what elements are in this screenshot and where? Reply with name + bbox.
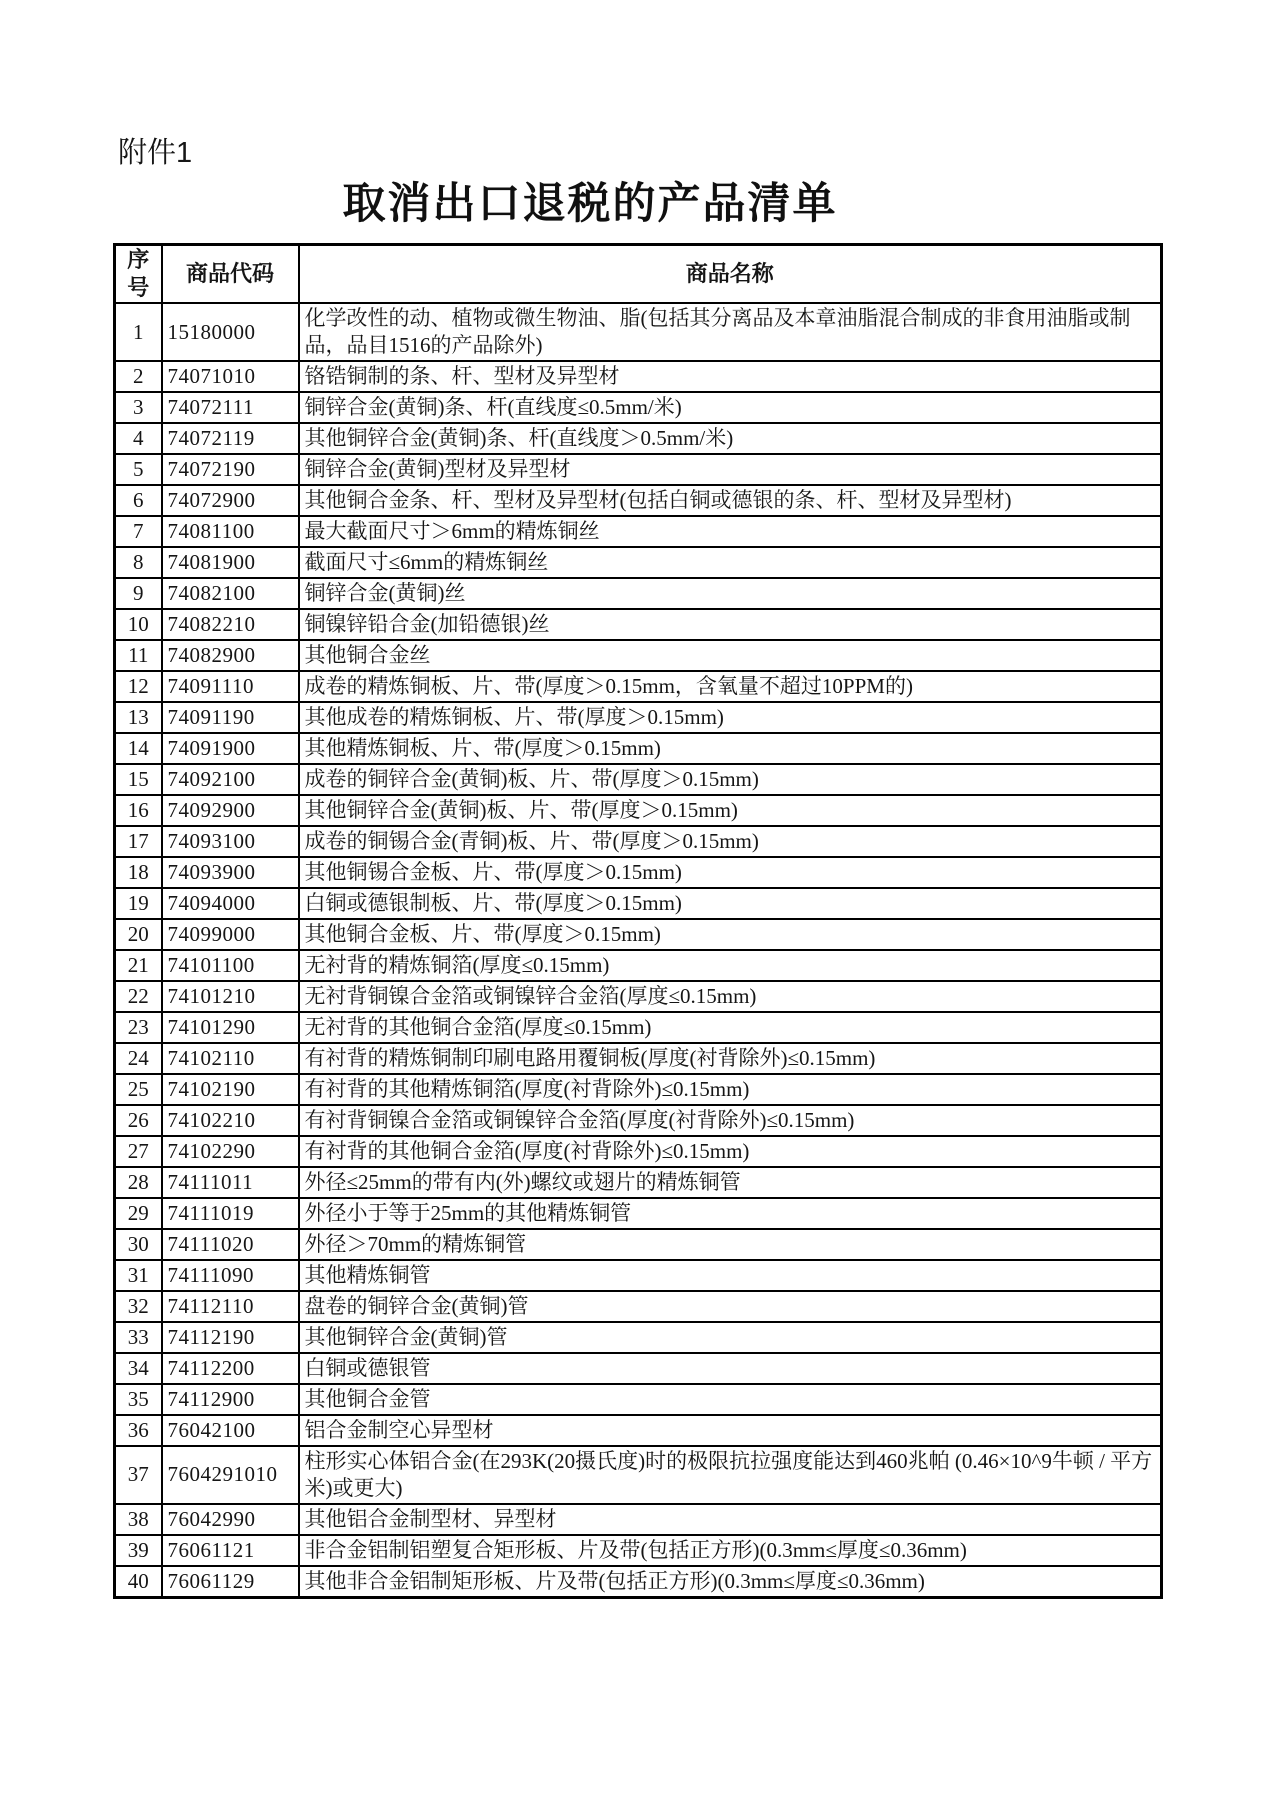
table-row	[115, 1446, 1162, 1504]
product-code-cell: 76061121	[162, 1535, 299, 1566]
product-code-cell: 74099000	[162, 919, 299, 950]
table-row	[115, 1167, 1162, 1198]
row-number-cell: 32	[115, 1291, 162, 1322]
row-number-cell: 19	[115, 888, 162, 919]
product-name-cell: 其他非合金铝制矩形板、片及带(包括正方形)(0.3mm≤厚度≤0.36mm)	[299, 1566, 1162, 1598]
product-code-cell: 74102190	[162, 1074, 299, 1105]
product-name-cell: 非合金铝制铝塑复合矩形板、片及带(包括正方形)(0.3mm≤厚度≤0.36mm)	[299, 1535, 1162, 1566]
table-row	[115, 392, 1162, 423]
product-name-cell: 有衬背的其他精炼铜箔(厚度(衬背除外)≤0.15mm)	[299, 1074, 1162, 1105]
table-row	[115, 1260, 1162, 1291]
product-table-body	[115, 303, 1162, 1597]
table-header-row	[115, 244, 1162, 303]
table-row	[115, 733, 1162, 764]
product-code-cell: 74093900	[162, 857, 299, 888]
product-name-cell: 无衬背铜镍合金箔或铜镍锌合金箔(厚度≤0.15mm)	[299, 981, 1162, 1012]
table-row	[115, 702, 1162, 733]
product-code-cell: 74094000	[162, 888, 299, 919]
product-name-cell: 白铜或德银制板、片、带(厚度＞0.15mm)	[299, 888, 1162, 919]
product-name-cell: 化学改性的动、植物或微生物油、脂(包括其分离品及本章油脂混合制成的非食用油脂或制品，品目1516的产品除外)	[299, 303, 1162, 361]
header-name: 商品名称	[299, 244, 1162, 303]
table-row	[115, 950, 1162, 981]
product-code-cell: 74111011	[162, 1167, 299, 1198]
row-number-cell: 17	[115, 826, 162, 857]
row-number-cell: 23	[115, 1012, 162, 1043]
product-code-cell: 74091110	[162, 671, 299, 702]
product-code-cell: 74072119	[162, 423, 299, 454]
table-row	[115, 640, 1162, 671]
product-name-cell: 有衬背的其他铜合金箔(厚度(衬背除外)≤0.15mm)	[299, 1136, 1162, 1167]
table-row	[115, 1074, 1162, 1105]
product-code-cell: 7604291010	[162, 1446, 299, 1504]
row-number-cell: 1	[115, 303, 162, 361]
product-name-cell: 铜锌合金(黄铜)条、杆(直线度≤0.5mm/米)	[299, 392, 1162, 423]
product-code-cell: 74091900	[162, 733, 299, 764]
row-number-cell: 39	[115, 1535, 162, 1566]
row-number-cell: 16	[115, 795, 162, 826]
table-row	[115, 547, 1162, 578]
row-number-cell: 11	[115, 640, 162, 671]
row-number-cell: 25	[115, 1074, 162, 1105]
table-row	[115, 1353, 1162, 1384]
product-code-cell: 74092100	[162, 764, 299, 795]
row-number-cell: 22	[115, 981, 162, 1012]
product-name-cell: 其他铜锌合金(黄铜)管	[299, 1322, 1162, 1353]
product-name-cell: 其他铜合金管	[299, 1384, 1162, 1415]
product-code-cell: 74112110	[162, 1291, 299, 1322]
product-code-cell: 74081100	[162, 516, 299, 547]
row-number-cell: 27	[115, 1136, 162, 1167]
product-code-cell: 76061129	[162, 1566, 299, 1598]
row-number-cell: 3	[115, 392, 162, 423]
row-number-cell: 38	[115, 1504, 162, 1535]
product-name-cell: 铬锆铜制的条、杆、型材及异型材	[299, 361, 1162, 392]
product-code-cell: 74081900	[162, 547, 299, 578]
product-code-cell: 74111019	[162, 1198, 299, 1229]
row-number-cell: 6	[115, 485, 162, 516]
page-title: 取消出口退税的产品清单	[342, 180, 838, 228]
product-code-cell: 74092900	[162, 795, 299, 826]
table-row	[115, 888, 1162, 919]
table-row	[115, 826, 1162, 857]
product-name-cell: 其他成卷的精炼铜板、片、带(厚度＞0.15mm)	[299, 702, 1162, 733]
row-number-cell: 13	[115, 702, 162, 733]
row-number-cell: 14	[115, 733, 162, 764]
row-number-cell: 30	[115, 1229, 162, 1260]
product-name-cell: 铜镍锌铅合金(加铅德银)丝	[299, 609, 1162, 640]
product-code-cell: 74112900	[162, 1384, 299, 1415]
product-code-cell: 74091190	[162, 702, 299, 733]
row-number-cell: 20	[115, 919, 162, 950]
product-name-cell: 其他铜锌合金(黄铜)条、杆(直线度＞0.5mm/米)	[299, 423, 1162, 454]
row-number-cell: 24	[115, 1043, 162, 1074]
product-name-cell: 有衬背的精炼铜制印刷电路用覆铜板(厚度(衬背除外)≤0.15mm)	[299, 1043, 1162, 1074]
row-number-cell: 28	[115, 1167, 162, 1198]
product-name-cell: 铜锌合金(黄铜)型材及异型材	[299, 454, 1162, 485]
row-number-cell: 21	[115, 950, 162, 981]
product-name-cell: 其他铜合金条、杆、型材及异型材(包括白铜或德银的条、杆、型材及异型材)	[299, 485, 1162, 516]
row-number-cell: 37	[115, 1446, 162, 1504]
table-row	[115, 485, 1162, 516]
row-number-cell: 34	[115, 1353, 162, 1384]
row-number-cell: 15	[115, 764, 162, 795]
product-name-cell: 其他铜锡合金板、片、带(厚度＞0.15mm)	[299, 857, 1162, 888]
row-number-cell: 5	[115, 454, 162, 485]
product-code-cell: 76042990	[162, 1504, 299, 1535]
table-row	[115, 1415, 1162, 1446]
product-name-cell: 外径＞70mm的精炼铜管	[299, 1229, 1162, 1260]
product-code-cell: 74112200	[162, 1353, 299, 1384]
product-code-cell: 74072111	[162, 392, 299, 423]
attachment-label: 附件1	[118, 137, 193, 169]
row-number-cell: 36	[115, 1415, 162, 1446]
product-name-cell: 成卷的铜锌合金(黄铜)板、片、带(厚度＞0.15mm)	[299, 764, 1162, 795]
product-name-cell: 其他精炼铜板、片、带(厚度＞0.15mm)	[299, 733, 1162, 764]
row-number-cell: 8	[115, 547, 162, 578]
table-row	[115, 454, 1162, 485]
product-code-cell: 74082210	[162, 609, 299, 640]
row-number-cell: 33	[115, 1322, 162, 1353]
product-name-cell: 有衬背铜镍合金箔或铜镍锌合金箔(厚度(衬背除外)≤0.15mm)	[299, 1105, 1162, 1136]
product-name-cell: 截面尺寸≤6mm的精炼铜丝	[299, 547, 1162, 578]
table-row	[115, 671, 1162, 702]
table-row	[115, 919, 1162, 950]
table-row	[115, 578, 1162, 609]
product-name-cell: 最大截面尺寸＞6mm的精炼铜丝	[299, 516, 1162, 547]
table-row	[115, 516, 1162, 547]
product-code-cell: 74101290	[162, 1012, 299, 1043]
product-code-cell: 74102290	[162, 1136, 299, 1167]
table-row	[115, 1322, 1162, 1353]
row-number-cell: 10	[115, 609, 162, 640]
product-name-cell: 无衬背的其他铜合金箔(厚度≤0.15mm)	[299, 1012, 1162, 1043]
product-code-cell: 74093100	[162, 826, 299, 857]
table-row	[115, 981, 1162, 1012]
table-row	[115, 1198, 1162, 1229]
product-code-cell: 74101210	[162, 981, 299, 1012]
product-name-cell: 其他铜合金丝	[299, 640, 1162, 671]
product-name-cell: 成卷的精炼铜板、片、带(厚度＞0.15mm，含氧量不超过10PPM的)	[299, 671, 1162, 702]
product-code-cell: 74071010	[162, 361, 299, 392]
product-table	[113, 243, 1163, 1599]
product-name-cell: 白铜或德银管	[299, 1353, 1162, 1384]
row-number-cell: 31	[115, 1260, 162, 1291]
product-name-cell: 柱形实心体铝合金(在293K(20摄氏度)时的极限抗拉强度能达到460兆帕 (0.46×10^9牛顿 / 平方米)或更大)	[299, 1446, 1162, 1504]
table-row	[115, 1384, 1162, 1415]
product-name-cell: 外径≤25mm的带有内(外)螺纹或翅片的精炼铜管	[299, 1167, 1162, 1198]
product-code-cell: 74112190	[162, 1322, 299, 1353]
table-row	[115, 1136, 1162, 1167]
row-number-cell: 29	[115, 1198, 162, 1229]
row-number-cell: 35	[115, 1384, 162, 1415]
table-row	[115, 361, 1162, 392]
row-number-cell: 40	[115, 1566, 162, 1598]
product-name-cell: 外径小于等于25mm的其他精炼铜管	[299, 1198, 1162, 1229]
row-number-cell: 12	[115, 671, 162, 702]
row-number-cell: 2	[115, 361, 162, 392]
table-row	[115, 1229, 1162, 1260]
row-number-cell: 9	[115, 578, 162, 609]
table-row	[115, 1566, 1162, 1598]
product-name-cell: 其他精炼铜管	[299, 1260, 1162, 1291]
product-name-cell: 盘卷的铜锌合金(黄铜)管	[299, 1291, 1162, 1322]
product-code-cell: 74072190	[162, 454, 299, 485]
product-name-cell: 铝合金制空心异型材	[299, 1415, 1162, 1446]
table-row	[115, 609, 1162, 640]
row-number-cell: 18	[115, 857, 162, 888]
product-code-cell: 74072900	[162, 485, 299, 516]
product-code-cell: 76042100	[162, 1415, 299, 1446]
product-code-cell: 74082100	[162, 578, 299, 609]
header-code: 商品代码	[162, 244, 299, 303]
table-row	[115, 1535, 1162, 1566]
product-code-cell: 74111020	[162, 1229, 299, 1260]
row-number-cell: 4	[115, 423, 162, 454]
product-name-cell: 其他铜合金板、片、带(厚度＞0.15mm)	[299, 919, 1162, 950]
table-row	[115, 1012, 1162, 1043]
product-name-cell: 成卷的铜锡合金(青铜)板、片、带(厚度＞0.15mm)	[299, 826, 1162, 857]
row-number-cell: 26	[115, 1105, 162, 1136]
table-row	[115, 1043, 1162, 1074]
product-code-cell: 15180000	[162, 303, 299, 361]
product-code-cell: 74082900	[162, 640, 299, 671]
product-code-cell: 74102210	[162, 1105, 299, 1136]
header-no: 序号	[115, 244, 162, 303]
product-name-cell: 其他铝合金制型材、异型材	[299, 1504, 1162, 1535]
product-code-cell: 74111090	[162, 1260, 299, 1291]
table-row	[115, 764, 1162, 795]
table-row	[115, 795, 1162, 826]
table-row	[115, 423, 1162, 454]
product-name-cell: 无衬背的精炼铜箔(厚度≤0.15mm)	[299, 950, 1162, 981]
table-row	[115, 857, 1162, 888]
product-name-cell: 铜锌合金(黄铜)丝	[299, 578, 1162, 609]
table-row	[115, 1504, 1162, 1535]
product-name-cell: 其他铜锌合金(黄铜)板、片、带(厚度＞0.15mm)	[299, 795, 1162, 826]
product-code-cell: 74101100	[162, 950, 299, 981]
table-row	[115, 1105, 1162, 1136]
row-number-cell: 7	[115, 516, 162, 547]
table-row	[115, 1291, 1162, 1322]
product-code-cell: 74102110	[162, 1043, 299, 1074]
table-row	[115, 303, 1162, 361]
